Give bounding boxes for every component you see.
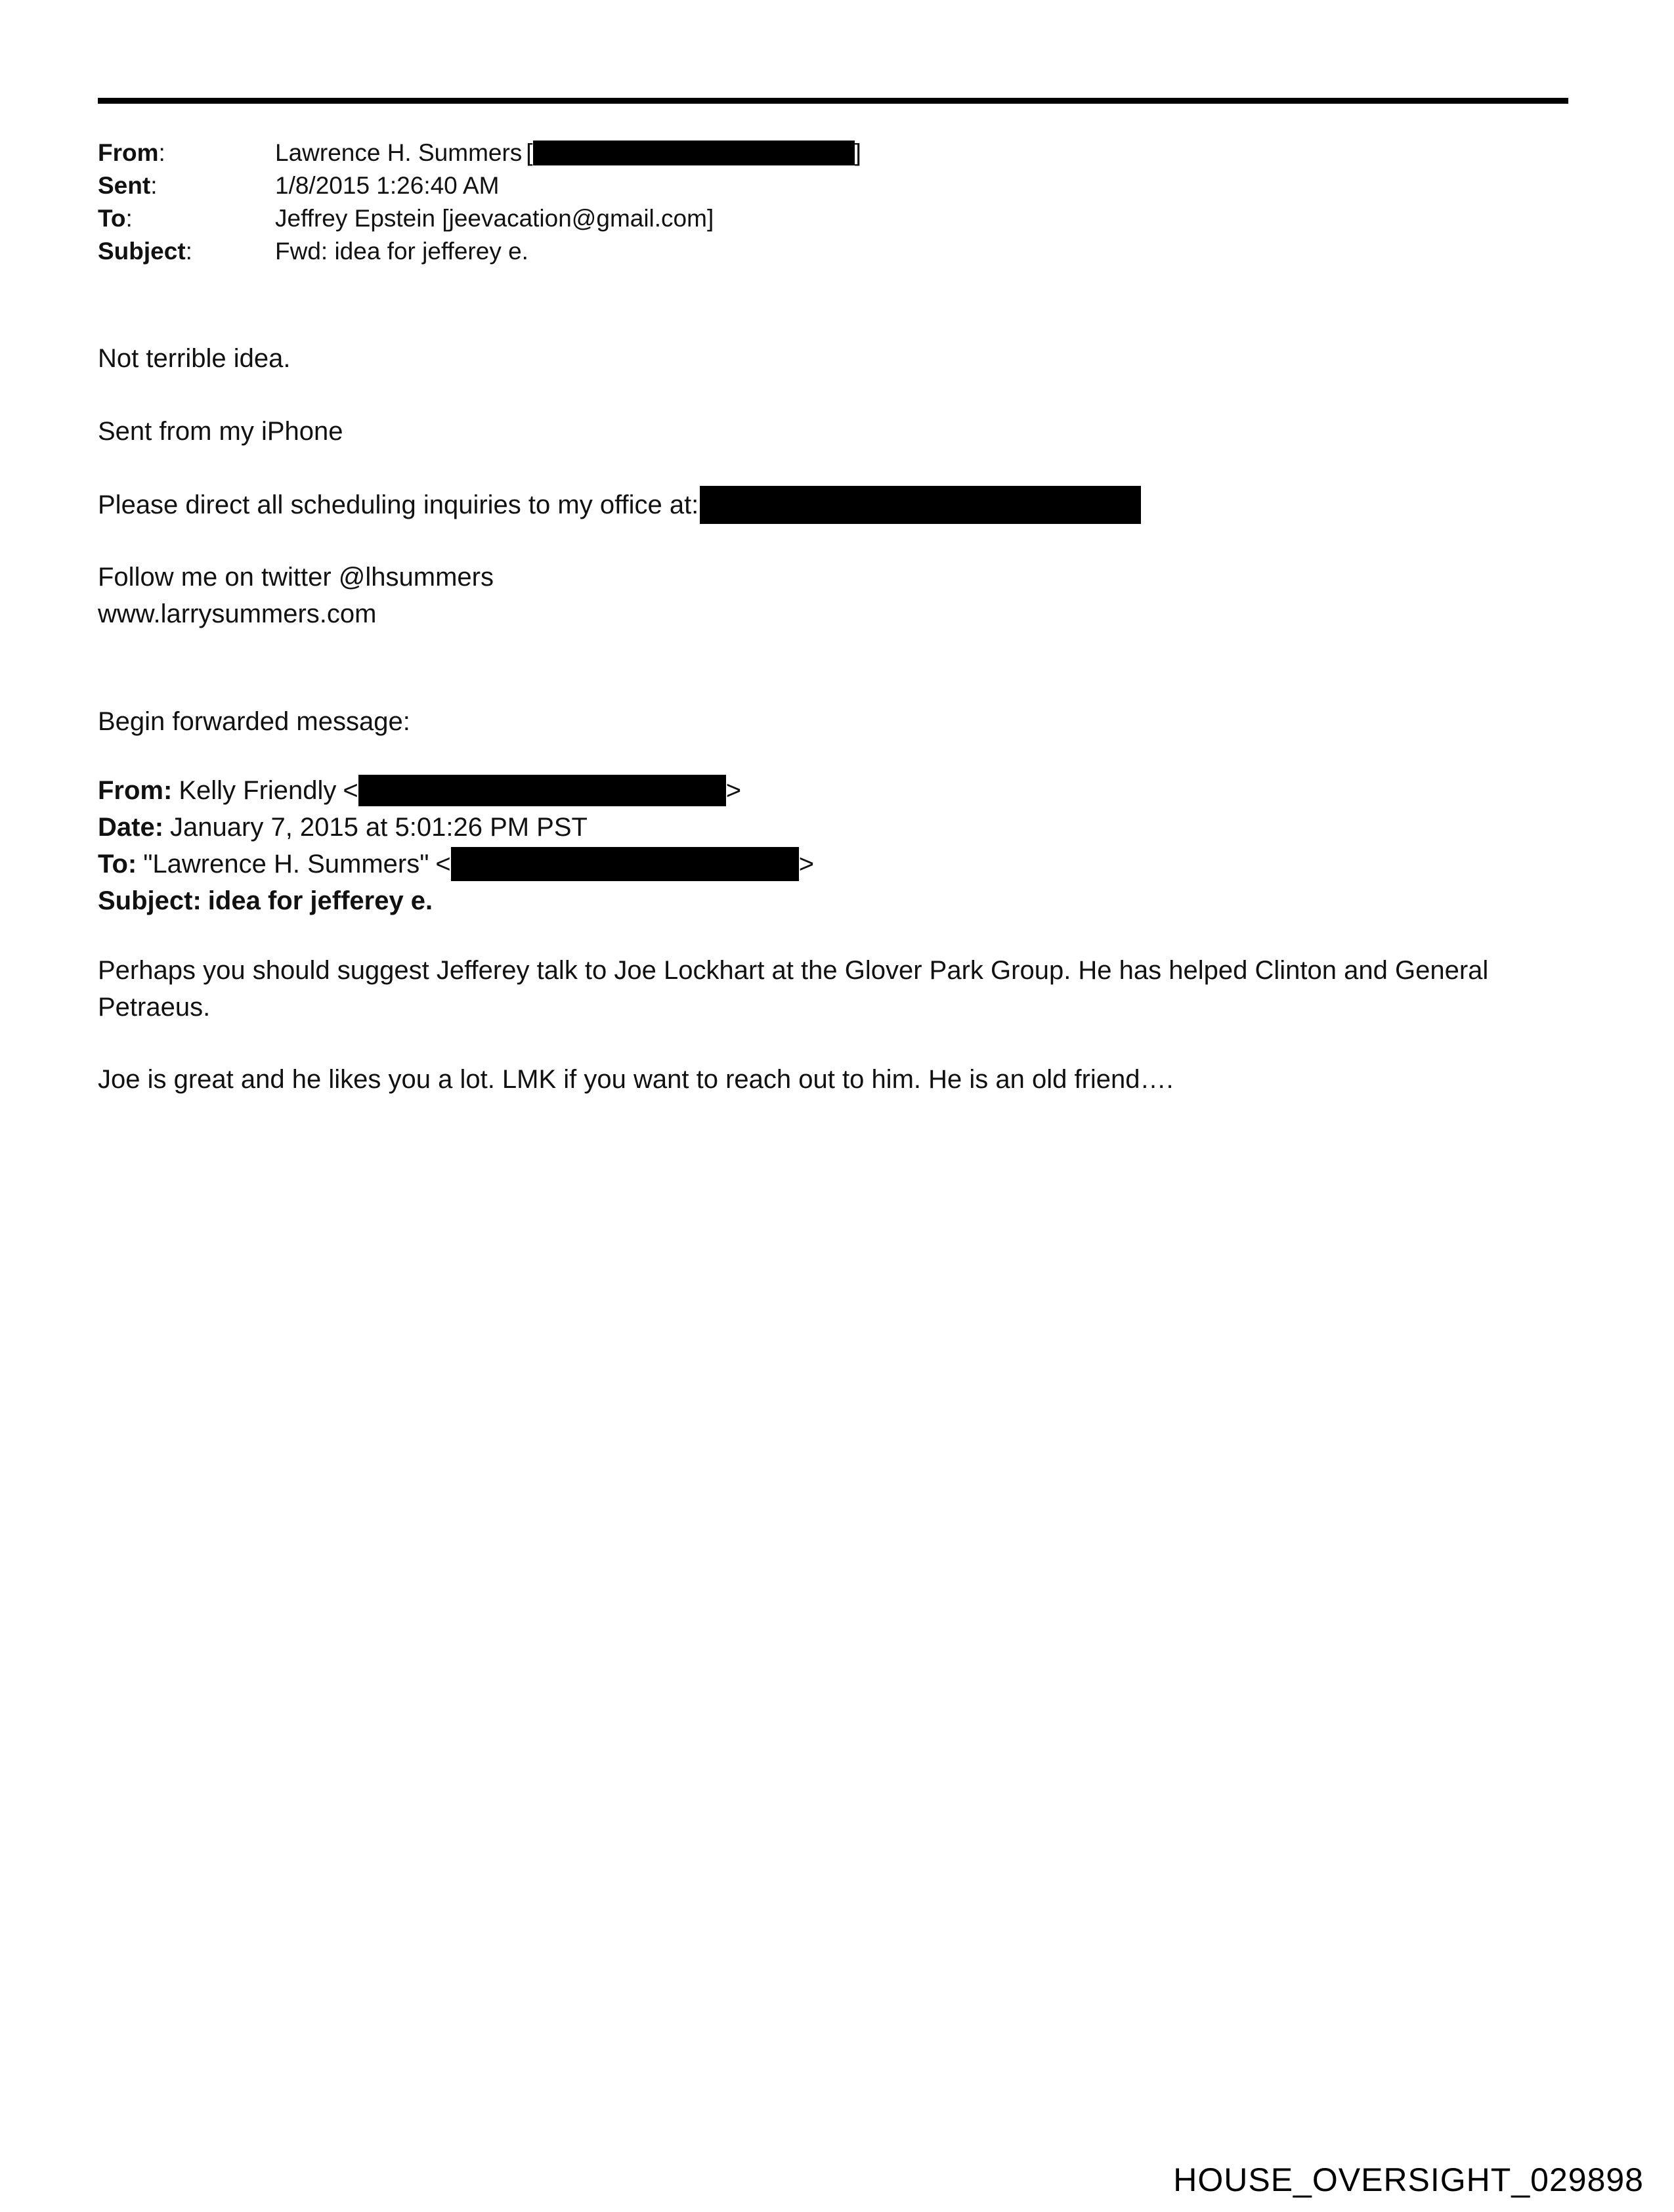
sent-value: 1/8/2015 1:26:40 AM <box>275 172 500 199</box>
subject-value: Fwd: idea for jefferey e. <box>275 238 528 265</box>
redaction-block <box>358 775 726 806</box>
twitter-line: Follow me on twitter @lhsummers <box>98 563 494 592</box>
fwd-subject-row <box>98 882 433 919</box>
header-sent-row: Sent: 1/8/2015 1:26:40 AM <box>98 169 861 202</box>
to-label: To <box>98 205 126 232</box>
header-divider <box>98 98 1568 104</box>
body-line: Sent from my iPhone <box>98 417 343 446</box>
subject-label: Subject <box>98 238 186 265</box>
fwd-to-label: To: <box>98 850 137 878</box>
fwd-subject-value: idea for jefferey e. <box>207 886 433 915</box>
scheduling-text: Please direct all scheduling inquiries to my office at: <box>98 490 699 519</box>
scheduling-line <box>98 486 1141 524</box>
fwd-subject-label: Subject: <box>98 886 202 915</box>
header-to-row: To: Jeffrey Epstein [jeevacation@gmail.com] <box>98 202 861 235</box>
redaction-block <box>533 141 855 165</box>
redaction-block <box>700 486 1141 524</box>
website-line: www.larrysummers.com <box>98 599 377 628</box>
header-subject-row: Subject: Fwd: idea for jefferey e. <box>98 235 861 268</box>
forwarded-intro: Begin forwarded message: <box>98 707 410 736</box>
fwd-from-value: Kelly Friendly <box>179 776 337 805</box>
from-label: From <box>98 139 159 166</box>
to-value: Jeffrey Epstein [jeevacation@gmail.com] <box>275 205 714 232</box>
fwd-from-label: From: <box>98 776 173 805</box>
email-header <box>98 137 861 268</box>
fwd-to-value: "Lawrence H. Summers" <box>143 850 429 878</box>
fwd-from-row: From: Kelly Friendly < > <box>98 772 741 809</box>
header-from-row: From: Lawrence H. Summers [ ] <box>98 137 861 169</box>
fwd-to-row: To: "Lawrence H. Summers" < > <box>98 846 814 882</box>
fwd-date-row <box>98 809 588 846</box>
body-line: Not terrible idea. <box>98 344 291 373</box>
redaction-block <box>451 847 799 881</box>
fwd-date-label: Date: <box>98 813 164 842</box>
fwd-date-value: January 7, 2015 at 5:01:26 PM PST <box>170 813 588 842</box>
from-value: Lawrence H. Summers <box>275 139 523 166</box>
sent-label: Sent <box>98 172 151 199</box>
fwd-paragraph: Joe is great and he likes you a lot. LMK if you want to reach out to him. He is an old friend…. <box>98 1065 1174 1094</box>
fwd-paragraph: Perhaps you should suggest Jefferey talk to Joe Lockhart at the Glover Park Group. He has helped Clinton and General Petraeus. <box>98 956 1489 1022</box>
bates-number: HOUSE_OVERSIGHT_029898 <box>1173 2161 1644 2198</box>
